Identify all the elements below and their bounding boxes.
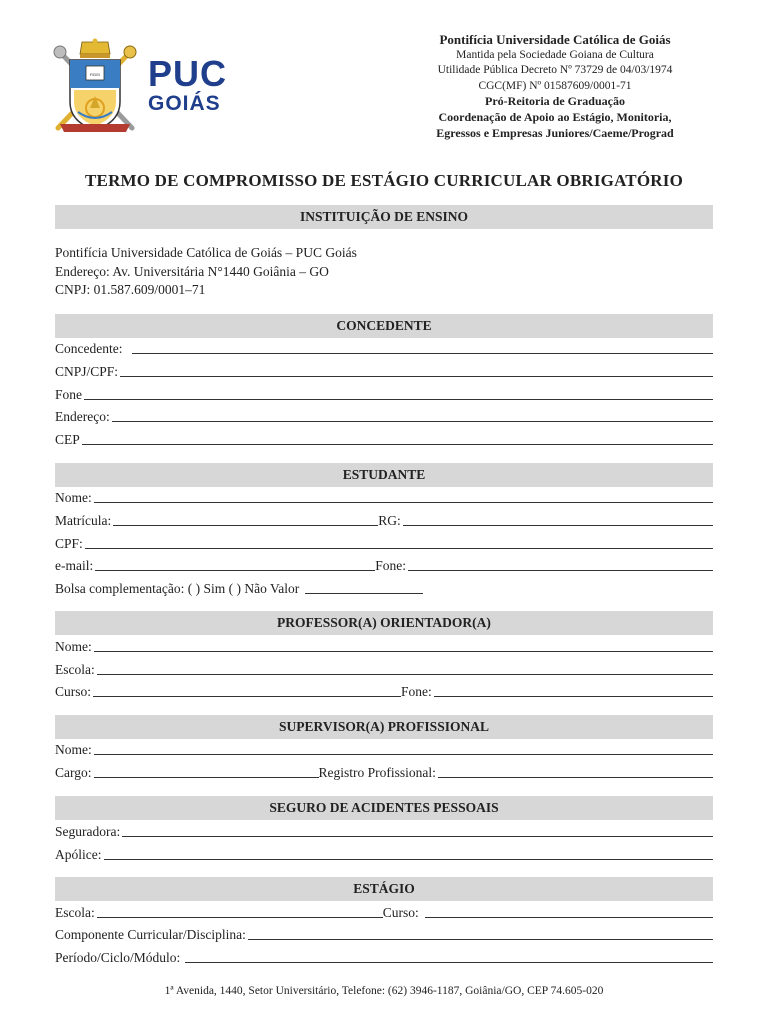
internship-component-field[interactable] — [248, 939, 713, 940]
supervisor-name-label: Nome: — [55, 742, 92, 757]
student-rg-label: RG: — [378, 513, 401, 528]
internship-period-row — [55, 949, 713, 966]
logo-text-goias: GOIÁS — [148, 92, 221, 115]
advisor-school-field[interactable] — [97, 674, 713, 675]
student-name-field[interactable] — [94, 502, 713, 503]
coordination-line-2: Egressos e Empresas Juniores/Caeme/Prograd — [436, 125, 674, 140]
institution-info — [55, 244, 357, 300]
institution-name: Pontifícia Universidade Católica de Goiás — [439, 32, 671, 47]
advisor-course-field[interactable] — [93, 696, 401, 697]
advisor-school-label: Escola: — [55, 662, 95, 677]
insurer-field[interactable] — [122, 836, 713, 837]
student-cpf-field[interactable] — [85, 548, 713, 549]
student-email-row — [55, 557, 713, 574]
internship-component-row — [55, 926, 713, 943]
internship-school-field[interactable] — [97, 917, 383, 918]
student-phone-label: Fone: — [375, 558, 406, 573]
advisor-name-field[interactable] — [94, 651, 713, 652]
supervisor-role-field[interactable] — [94, 777, 319, 778]
puc-goias-logo — [52, 38, 232, 138]
coordination-line-1: Coordenação de Apoio ao Estágio, Monitoria, — [438, 109, 672, 124]
concedente-address-row — [55, 408, 713, 425]
supervisor-name-field[interactable] — [94, 754, 713, 755]
student-phone-field[interactable] — [408, 570, 713, 571]
public-utility: Utilidade Pública Decreto Nº 73729 de 04/03/1974 — [437, 64, 673, 77]
internship-component-label: Componente Curricular/Disciplina: — [55, 927, 246, 942]
cgc-number: CGC(MF) Nº 01587609/0001-71 — [478, 79, 632, 92]
concedente-cep-row — [55, 431, 713, 448]
policy-field[interactable] — [104, 859, 714, 860]
advisor-phone-field[interactable] — [434, 696, 713, 697]
supervisor-role-row — [55, 764, 713, 781]
concedente-address-label: Endereço: — [55, 409, 110, 424]
svg-text:FIDEI: FIDEI — [89, 72, 101, 77]
supervisor-registry-field[interactable] — [438, 777, 713, 778]
student-registration-label: Matrícula: — [55, 513, 112, 528]
concedente-cep-label: CEP — [55, 432, 80, 447]
policy-row — [55, 846, 713, 863]
document-title: TERMO DE COMPROMISSO DE ESTÁGIO CURRICULAR OBRIGATÓRIO — [85, 171, 683, 190]
logo-text-puc: PUC — [148, 53, 228, 94]
university-crest-icon — [52, 38, 138, 138]
section-header-seguro: SEGURO DE ACIDENTES PESSOAIS — [55, 796, 713, 820]
internship-period-label: Período/Ciclo/Módulo: — [55, 950, 181, 965]
concedente-address-field[interactable] — [112, 421, 713, 422]
concedente-cnpj-field[interactable] — [120, 376, 713, 377]
institution-info-address: Endereço: Av. Universitária N°1440 Goiânia – GO — [55, 263, 329, 279]
student-scholarship-label: Bolsa complementação: ( ) Sim ( ) Não Valor — [55, 581, 300, 596]
supervisor-name-row — [55, 741, 713, 758]
supervisor-registry-label: Registro Profissional: — [318, 765, 436, 780]
section-header-professor: PROFESSOR(A) ORIENTADOR(A) — [55, 611, 713, 635]
concedente-name-field[interactable] — [132, 353, 713, 354]
student-name-label: Nome: — [55, 490, 92, 505]
student-name-row — [55, 489, 713, 506]
internship-school-row — [55, 904, 713, 921]
concedente-name-label: Concedente: — [55, 341, 123, 356]
student-rg-field[interactable] — [403, 525, 713, 526]
advisor-name-label: Nome: — [55, 639, 92, 654]
student-scholarship-value-field[interactable] — [305, 593, 423, 594]
student-email-label: e-mail: — [55, 558, 94, 573]
concedente-name-row — [55, 340, 713, 357]
student-scholarship-row — [55, 580, 713, 597]
institution-header — [400, 32, 710, 141]
student-registration-field[interactable] — [113, 525, 378, 526]
page-footer: 1ª Avenida, 1440, Setor Universitário, Telefone: (62) 3946-1187, Goiânia/GO, CEP 74.605-020 — [164, 985, 604, 997]
student-cpf-row — [55, 535, 713, 552]
maintained-by: Mantida pela Sociedade Goiana de Cultura — [456, 48, 654, 61]
student-cpf-label: CPF: — [55, 536, 83, 551]
advisor-course-label: Curso: — [55, 684, 92, 699]
concedente-cep-field[interactable] — [82, 444, 713, 445]
pro-rectory: Pró-Reitoria de Graduação — [485, 94, 625, 109]
concedente-phone-label: Fone — [55, 387, 82, 402]
policy-label: Apólice: — [55, 847, 102, 862]
advisor-name-row — [55, 638, 713, 655]
student-registration-row — [55, 512, 713, 529]
insurer-row — [55, 823, 713, 840]
section-header-supervisor: SUPERVISOR(A) PROFISSIONAL — [55, 715, 713, 739]
concedente-cnpj-label: CNPJ/CPF: — [55, 364, 119, 379]
concedente-phone-row — [55, 386, 713, 403]
internship-period-field[interactable] — [185, 962, 713, 963]
institution-info-name: Pontifícia Universidade Católica de Goiás – PUC Goiás — [55, 245, 357, 260]
internship-course-field[interactable] — [425, 917, 713, 918]
section-header-estudante: ESTUDANTE — [55, 463, 713, 487]
internship-school-label: Escola: — [55, 905, 95, 920]
concedente-cnpj-row — [55, 363, 713, 380]
advisor-course-row — [55, 683, 713, 700]
section-header-instituicao: INSTITUIÇÃO DE ENSINO — [55, 205, 713, 229]
section-header-estagio: ESTÁGIO — [55, 877, 713, 901]
concedente-phone-field[interactable] — [84, 399, 713, 400]
institution-info-cnpj: CNPJ: 01.587.609/0001–71 — [55, 282, 206, 297]
internship-course-label: Curso: — [382, 905, 419, 920]
advisor-phone-label: Fone: — [401, 684, 432, 699]
section-header-concedente: CONCEDENTE — [55, 314, 713, 338]
supervisor-role-label: Cargo: — [55, 765, 92, 780]
student-email-field[interactable] — [95, 570, 375, 571]
advisor-school-row — [55, 661, 713, 678]
insurer-label: Seguradora: — [55, 824, 121, 839]
